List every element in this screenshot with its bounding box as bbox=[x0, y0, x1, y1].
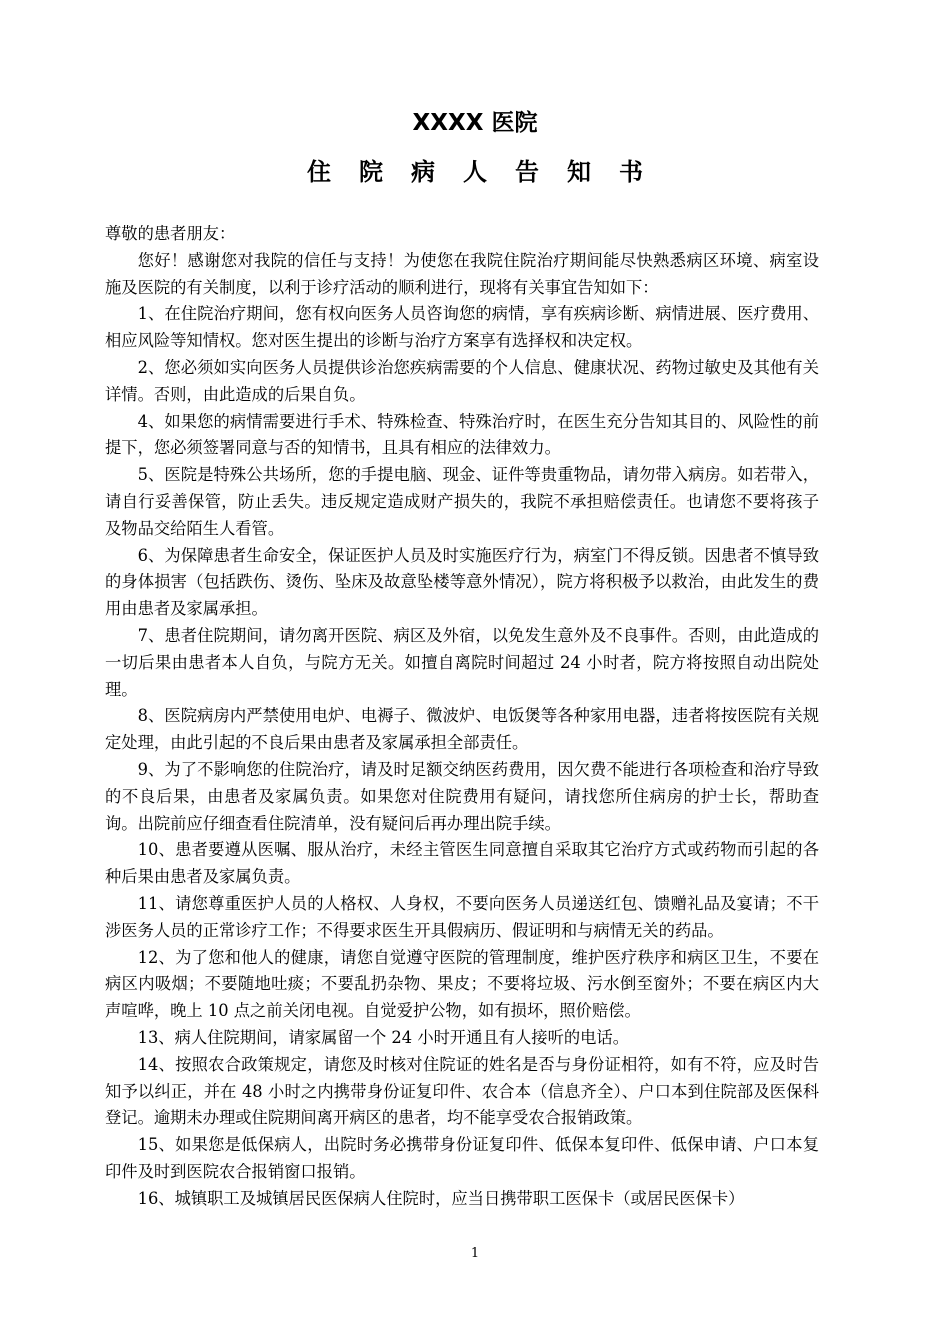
paragraph-item-10: 10、患者要遵从医嘱、服从治疗，未经主管医生同意擅自采取其它治疗方式或药物而引起的各种后果由患者及家属负责。 bbox=[105, 840, 819, 887]
paragraph-item-6: 6、为保障患者生命安全，保证医护人员及时实施医疗行为，病室门不得反锁。因患者不慎导致的身体损害（包括跌伤、烫伤、坠床及故意坠楼等意外情况），院方将积极予以救治，由此发生的费用由患者及家属承担。 bbox=[105, 545, 819, 619]
paragraph-item-9: 9、为了不影响您的住院治疗，请及时足额交纳医药费用，因欠费不能进行各项检查和治疗导致的不良后果，由患者及家属负责。如果您对住院费用有疑问，请找您所住病房的护士长，帮助查询。出院前应仔细查看住院清单，没有疑问后再办理出院手续。 bbox=[105, 759, 819, 833]
paragraph-item-2: 2、您必须如实向医务人员提供诊治您疾病需要的个人信息、健康状况、药物过敏史及其他有关详情。否则，由此造成的后果自负。 bbox=[105, 357, 819, 404]
page-number: 1 bbox=[470, 1246, 480, 1261]
document-body bbox=[105, 221, 819, 1212]
paragraph-intro: 您好！感谢您对我院的信任与支持！为使您在我院住院治疗期间能尽快熟悉病区环境、病室设施及医院的有关制度，以利于诊疗活动的顺利进行，现将有关事宜告知如下： bbox=[105, 250, 819, 297]
paragraph-item-7: 7、患者住院期间，请勿离开医院、病区及外宿，以免发生意外及不良事件。否则，由此造成的一切后果由患者本人自负，与院方无关。如擅自离院时间超过 24 小时者，院方将按照自动出院处理。 bbox=[105, 625, 819, 699]
paragraph-item-14: 14、按照农合政策规定，请您及时核对住院证的姓名是否与身份证相符，如有不符，应及时告知予以纠正，并在 48 小时之内携带身份证复印件、农合本（信息齐全）、户口本到住院部及医保科登记。逾期未办理或住院期间离开病区的患者，均不能享受农合报销政策。 bbox=[105, 1054, 819, 1128]
paragraph-item-11: 11、请您尊重医护人员的人格权、人身权，不要向医务人员递送红包、馈赠礼品及宴请；不干涉医务人员的正常诊疗工作；不得要求医生开具假病历、假证明和与病情无关的药品。 bbox=[105, 893, 819, 940]
greeting: 尊敬的患者朋友： bbox=[105, 224, 236, 243]
paragraph-item-4: 4、如果您的病情需要进行手术、特殊检查、特殊治疗时，在医生充分告知其目的、风险性的前提下，您必须签署同意与否的知情书，且具有相应的法律效力。 bbox=[105, 411, 819, 458]
paragraph-item-15: 15、如果您是低保病人，出院时务必携带身份证复印件、低保本复印件、低保申请、户口本复印件及时到医院农合报销窗口报销。 bbox=[105, 1135, 819, 1181]
paragraph-item-8: 8、医院病房内严禁使用电炉、电褥子、微波炉、电饭煲等各种家用电器，违者将按医院有关规定处理，由此引起的不良后果由患者及家属承担全部责任。 bbox=[105, 706, 819, 753]
paragraph-item-16: 16、城镇职工及城镇居民医保病人住院时，应当日携带职工医保卡（或居民医保卡） bbox=[137, 1188, 745, 1208]
paragraph-item-12: 12、为了您和他人的健康，请您自觉遵守医院的管理制度，维护医疗秩序和病区卫生，不要在病区内吸烟；不要随地吐痰；不要乱扔杂物、果皮；不要将垃圾、污水倒至窗外；不要在病区内大声喧哗，晚上 10 点之前关闭电视。自觉爱护公物，如有损坏，照价赔偿。 bbox=[105, 947, 819, 1021]
paragraph-item-5: 5、医院是特殊公共场所，您的手提电脑、现金、证件等贵重物品，请勿带入病房。如若带入，请自行妥善保管，防止丢失。违反规定造成财产损失的，我院不承担赔偿责任。也请您不要将孩子及物品交给陌生人看管。 bbox=[105, 465, 819, 538]
paragraph-item-13: 13、病人住院期间，请家属留一个 24 小时开通且有人接听的电话。 bbox=[137, 1027, 629, 1047]
paragraph-item-1: 1、在住院治疗期间，您有权向医务人员咨询您的病情，享有疾病诊断、病情进展、医疗费用、相应风险等知情权。您对医生提出的诊断与治疗方案享有选择权和决定权。 bbox=[105, 304, 819, 351]
document-title: 住院病人告知书 bbox=[307, 158, 671, 186]
hospital-name: XXXX 医院 bbox=[412, 110, 538, 136]
